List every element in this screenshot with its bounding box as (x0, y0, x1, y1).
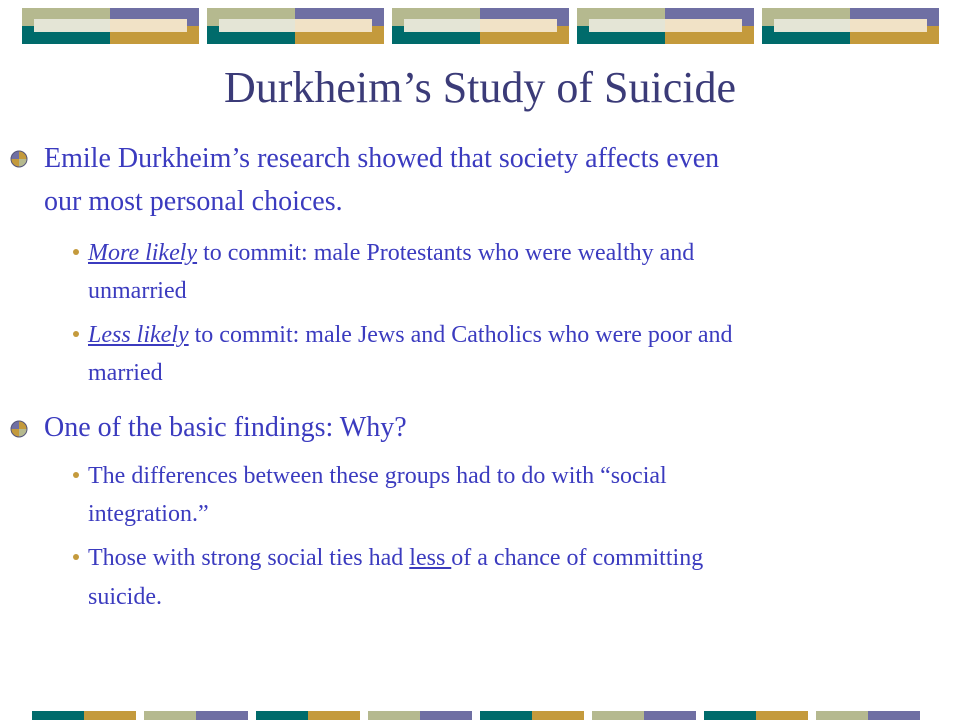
bottom-strip (32, 711, 960, 720)
small-dot-icon (73, 554, 79, 560)
less-emphasis: less (409, 545, 452, 571)
sub-bullet-2-2-text-post: of a chance of committing (451, 545, 704, 571)
sub-bullet-1-1-text: to commit: male Protestants who were wealthy and (197, 240, 695, 266)
sub-bullet-1-2-line-1 (88, 316, 733, 354)
sub-bullet-2-1-line-1: The differences between these groups had to do with “social (88, 463, 667, 489)
shaded-sphere-icon (10, 420, 28, 438)
sub-bullet-1-1-line-1 (88, 234, 694, 272)
small-dot-icon (73, 249, 79, 255)
slide-title: Durkheim’s Study of Suicide (223, 63, 737, 112)
bullet-2-line-1: One of the basic findings: Why? (44, 412, 407, 443)
sub-bullet-2-1-line-2: integration.” (88, 501, 209, 527)
bullet-1-line-2: our most personal choices. (44, 186, 343, 217)
sub-bullet-2-2-text-pre: Those with strong social ties had (88, 545, 410, 571)
bullet-1-line-1: Emile Durkheim’s research showed that society affects even (44, 143, 720, 174)
shaded-sphere-icon (10, 150, 28, 168)
sub-bullet-1-2-line-2: married (88, 360, 163, 386)
sub-bullet-2-2-line-1 (88, 539, 703, 577)
sub-bullet-1-1-line-2: unmarried (88, 278, 187, 304)
sub-bullet-1-2-text: to commit: male Jews and Catholics who were poor and (188, 322, 733, 348)
less-likely-emphasis: Less likely (88, 322, 189, 348)
sub-bullet-2-2-line-2: suicide. (88, 584, 162, 610)
small-dot-icon (73, 472, 79, 478)
small-dot-icon (73, 331, 79, 337)
more-likely-emphasis: More likely (88, 240, 198, 266)
